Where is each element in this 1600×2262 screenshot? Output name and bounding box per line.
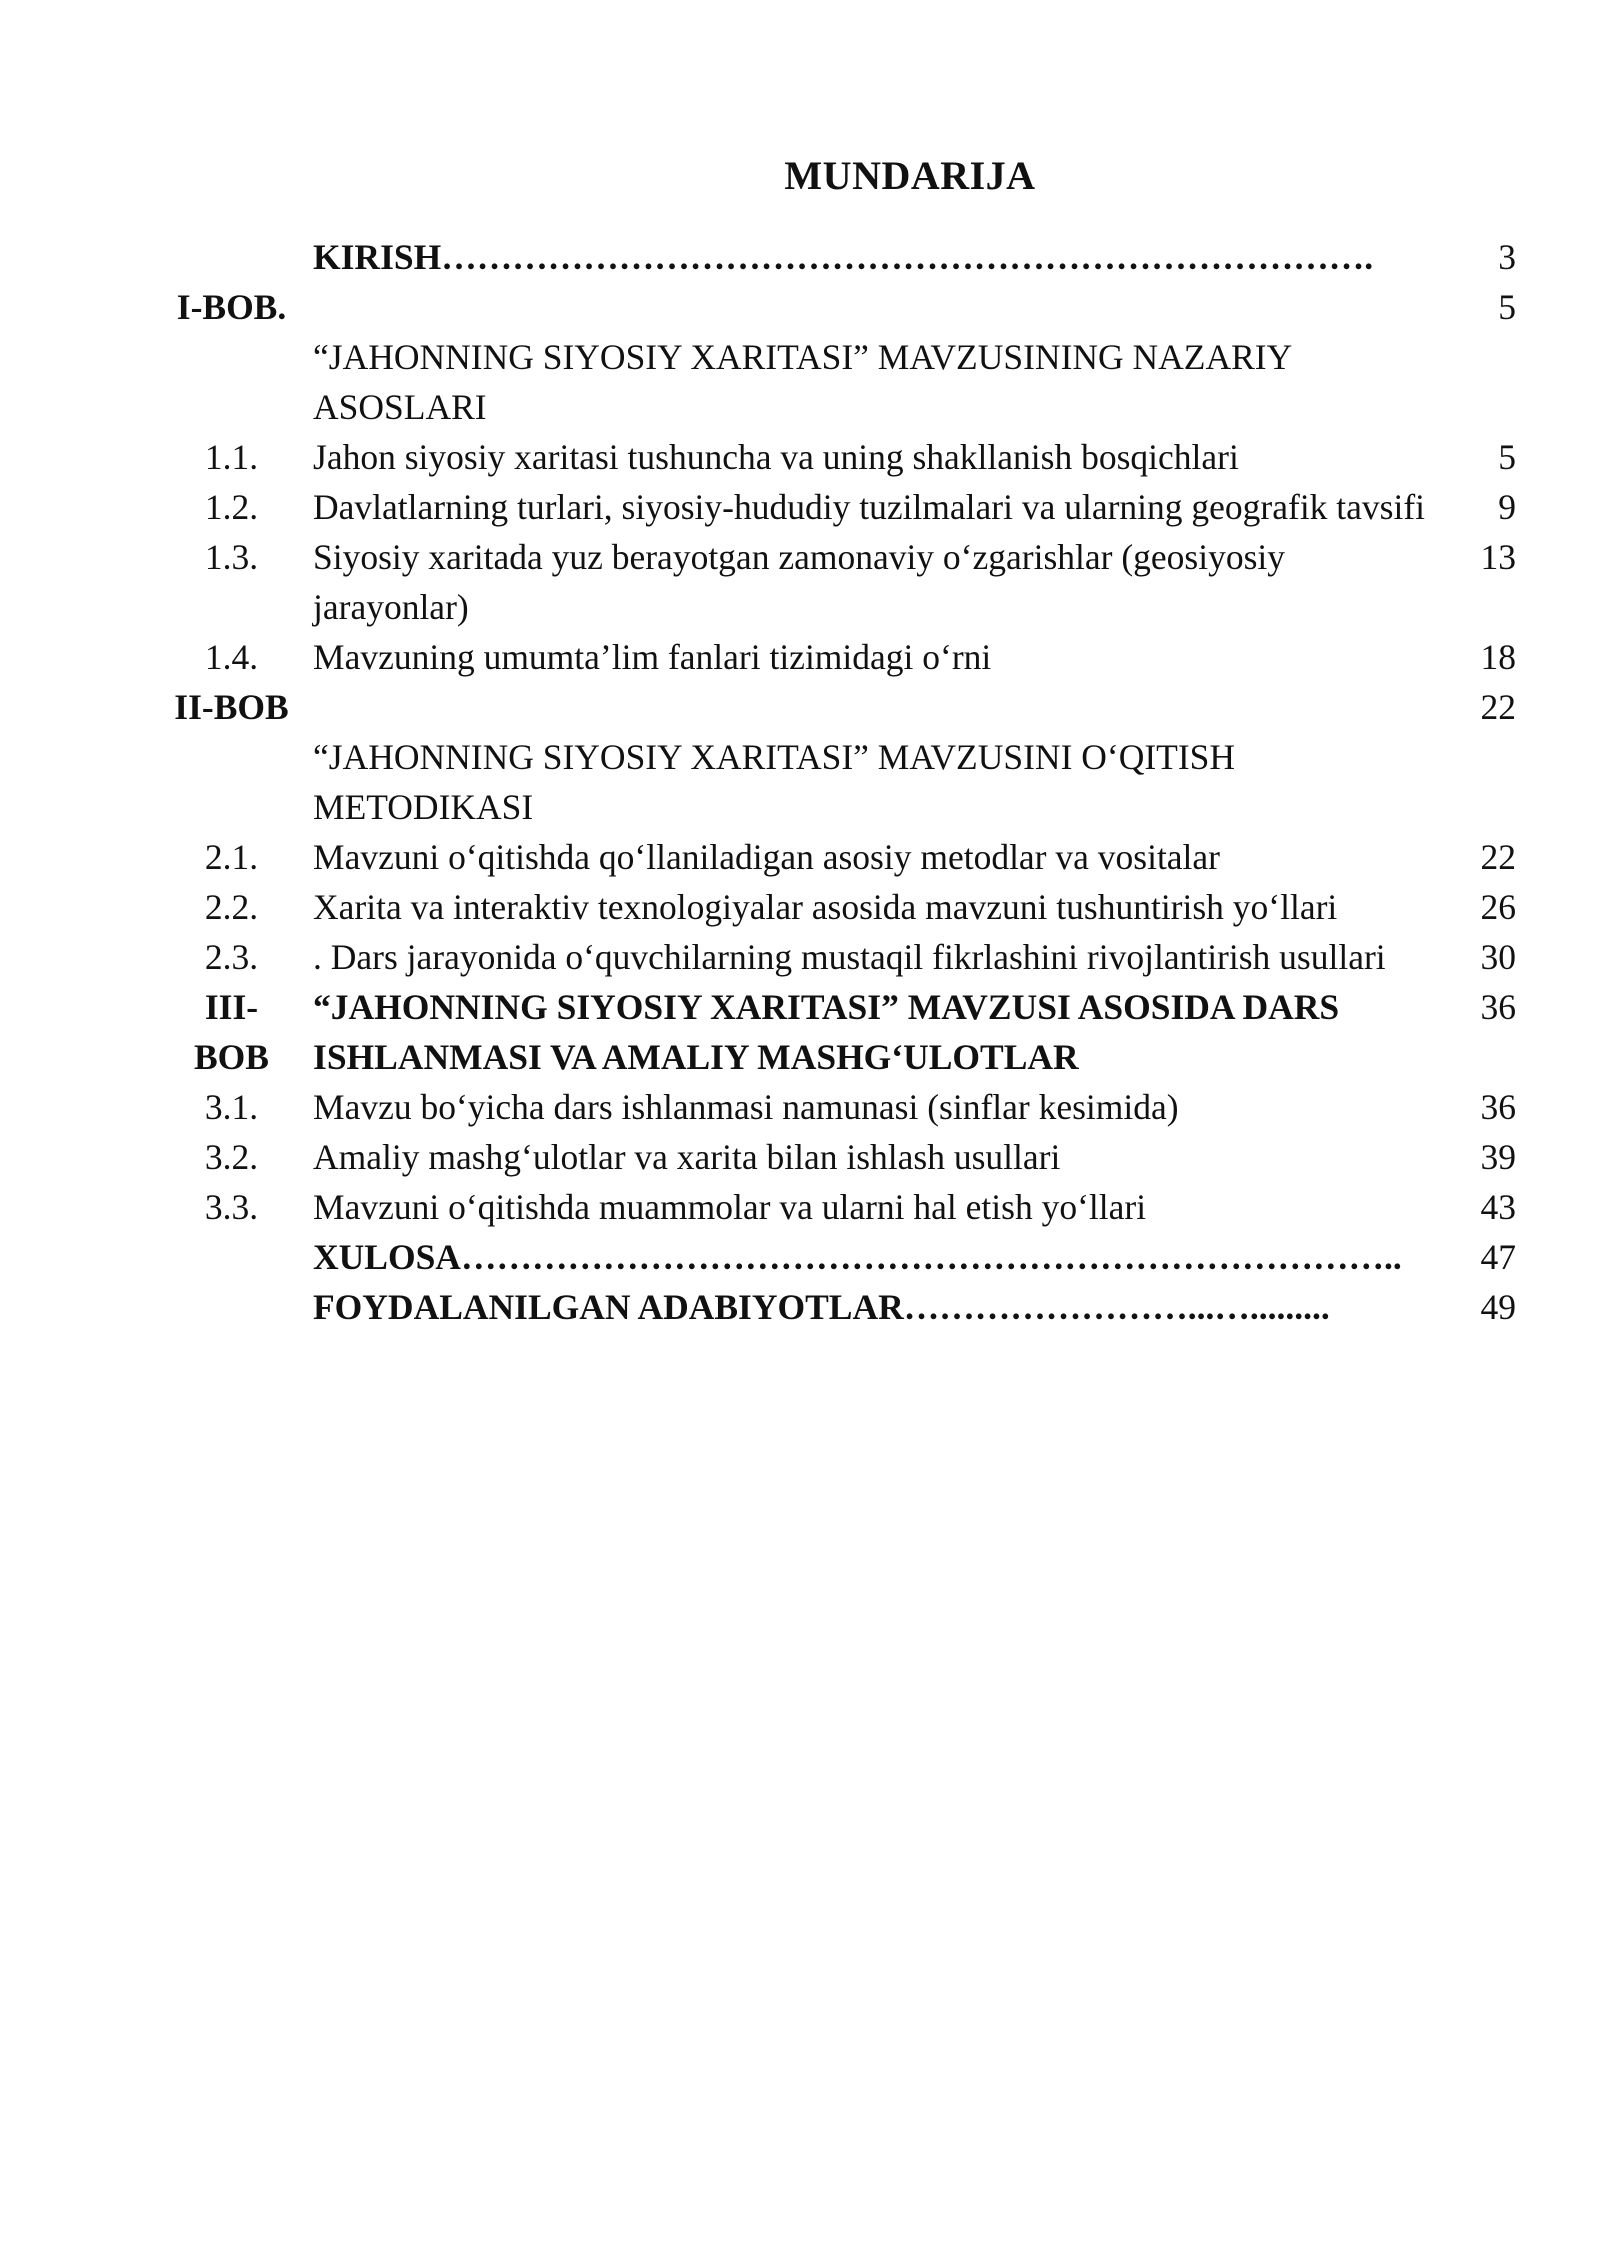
toc-entry-number: 1.1. bbox=[204, 437, 259, 477]
toc-entry-page: 39 bbox=[1480, 1137, 1516, 1177]
toc-entry-page: 5 bbox=[1498, 287, 1516, 327]
toc-entry-title: Mavzuning umumta’lim fanlari tizimidagi o‘rni bbox=[313, 637, 992, 677]
toc-entry bbox=[150, 682, 1520, 832]
table-of-contents bbox=[150, 232, 1520, 1332]
toc-entry-number: I-BOB. bbox=[176, 287, 287, 327]
toc-entry-page: 26 bbox=[1480, 887, 1516, 927]
toc-entry-title: . Dars jarayonida o‘quvchilarning mustaqil fikrlashini rivojlantirish usullari bbox=[313, 937, 1386, 977]
toc-entry bbox=[150, 432, 1520, 482]
toc-entry-number: 1.2. bbox=[204, 487, 259, 527]
toc-entry-page: 22 bbox=[1480, 837, 1516, 877]
toc-entry bbox=[150, 1182, 1520, 1232]
toc-entry bbox=[150, 982, 1520, 1082]
toc-entry-title: KIRISH……………………………………………………………………. bbox=[313, 237, 1374, 277]
toc-entry-number: 2.2. bbox=[204, 887, 259, 927]
toc-entry-title: Mavzu bo‘yicha dars ishlanmasi namunasi (sinflar kesimida) bbox=[313, 1087, 1179, 1127]
toc-entry-title: XULOSA…………………………………………………………………….. bbox=[313, 1237, 1402, 1277]
toc-entry-title: Jahon siyosiy xaritasi tushuncha va uning shakllanish bosqichlari bbox=[313, 437, 1239, 477]
toc-entry bbox=[150, 1282, 1520, 1332]
toc-entry-page: 3 bbox=[1498, 237, 1516, 277]
toc-entry-title: Mavzuni o‘qitishda muammolar va ularni hal etish yo‘llari bbox=[313, 1187, 1147, 1227]
toc-entry-number: 1.3. bbox=[204, 537, 259, 577]
toc-entry bbox=[150, 1232, 1520, 1282]
toc-entry-title: “JAHONNING SIYOSIY XARITASI” MAVZUSINI O‘QITISH METODIKASI bbox=[313, 737, 1236, 827]
toc-entry-title: “JAHONNING SIYOSIY XARITASI” MAVZUSINING NAZARIY ASOSLARI bbox=[313, 337, 1291, 427]
toc-entry-page: 5 bbox=[1498, 437, 1516, 477]
toc-entry-title: Davlatlarning turlari, siyosiy-hududiy tuzilmalari va ularning geografik tavsifi bbox=[313, 487, 1426, 527]
toc-entry-page: 13 bbox=[1480, 537, 1516, 577]
toc-entry-page: 36 bbox=[1480, 1087, 1516, 1127]
toc-entry-page: 9 bbox=[1498, 487, 1516, 527]
toc-entry-title: FOYDALANILGAN ADABIYOTLAR……………………...…......... bbox=[313, 1287, 1330, 1327]
toc-entry-number: 3.1. bbox=[204, 1087, 259, 1127]
toc-entry bbox=[150, 232, 1520, 282]
toc-entry-title: Amaliy mashg‘ulotlar va xarita bilan ishlash usullari bbox=[313, 1137, 1061, 1177]
toc-entry bbox=[150, 632, 1520, 682]
toc-entry-page: 36 bbox=[1480, 987, 1516, 1027]
toc-entry-number: III- BOB bbox=[194, 987, 269, 1077]
toc-entry-number: 1.4. bbox=[204, 637, 259, 677]
toc-entry-number: 2.3. bbox=[204, 937, 259, 977]
toc-entry bbox=[150, 532, 1520, 632]
toc-entry-page: 22 bbox=[1480, 687, 1516, 727]
toc-entry-title: Siyosiy xaritada yuz berayotgan zamonaviy o‘zgarishlar (geosiyosiy jarayonlar) bbox=[313, 537, 1286, 627]
toc-entry bbox=[150, 832, 1520, 882]
toc-entry bbox=[150, 882, 1520, 932]
toc-entry-page: 49 bbox=[1480, 1287, 1516, 1327]
toc-entry-number: 3.2. bbox=[204, 1137, 259, 1177]
page-title: MUNDARIJA bbox=[784, 153, 1036, 198]
toc-entry-number: 2.1. bbox=[204, 837, 259, 877]
toc-entry bbox=[150, 482, 1520, 532]
toc-entry-title: Xarita va interaktiv texnologiyalar asosida mavzuni tushuntirish yo‘llari bbox=[313, 887, 1338, 927]
toc-entry-number: II-BOB bbox=[174, 687, 289, 727]
toc-entry-page: 47 bbox=[1480, 1237, 1516, 1277]
toc-entry-title: Mavzuni o‘qitishda qo‘llaniladigan asosiy metodlar va vositalar bbox=[313, 837, 1221, 877]
toc-entry-number: 3.3. bbox=[204, 1187, 259, 1227]
toc-entry-page: 18 bbox=[1480, 637, 1516, 677]
toc-entry-page: 30 bbox=[1480, 937, 1516, 977]
toc-entry-title: “JAHONNING SIYOSIY XARITASI” MAVZUSI ASOSIDA DARS ISHLANMASI VA AMALIY MASHG‘ULOTLAR bbox=[313, 987, 1340, 1077]
toc-entry bbox=[150, 282, 1520, 432]
toc-entry bbox=[150, 932, 1520, 982]
toc-entry-page: 43 bbox=[1480, 1187, 1516, 1227]
toc-entry bbox=[150, 1082, 1520, 1132]
toc-entry bbox=[150, 1132, 1520, 1182]
